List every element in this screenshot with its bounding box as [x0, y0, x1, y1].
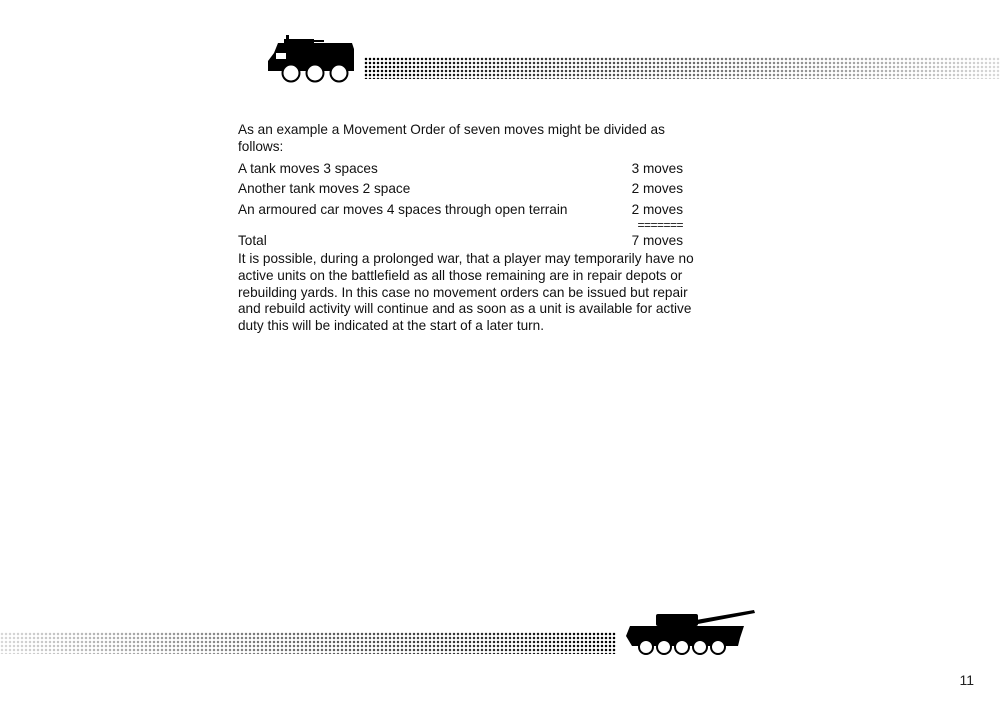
row-moves: 3 moves — [631, 160, 683, 176]
total-separator-row — [238, 220, 683, 231]
halftone-band-bottom — [0, 632, 616, 654]
total-row — [238, 231, 683, 251]
table-row — [238, 179, 683, 200]
row-unit: An armoured car moves 4 spaces through open terrain — [238, 201, 568, 217]
row-moves: 2 moves — [631, 181, 683, 197]
total-value: 7 moves — [631, 233, 683, 249]
row-unit: Another tank moves 2 space — [238, 181, 411, 197]
page-content — [238, 122, 708, 335]
movement-order-table — [238, 159, 708, 252]
body-paragraph: It is possible, during a prolonged war, that a player may temporarily have no active units on the battlefield as all those remaining are in repair depots or rebuilding yards. In this case no movement orders can be issued but repair and rebuild activity will continue and as soon as a unit is available for active duty this will be indicated at the start of a later turn. — [238, 251, 694, 334]
table-row — [238, 200, 683, 221]
armoured-car-icon — [264, 33, 356, 83]
total-separator: ======= — [637, 218, 683, 233]
page-number: 11 — [959, 672, 974, 688]
tank-icon — [622, 608, 756, 658]
row-moves: 2 moves — [631, 201, 683, 217]
total-label: Total — [238, 233, 267, 249]
intro-paragraph: As an example a Movement Order of seven moves might be divided as follows: — [238, 122, 665, 154]
halftone-band-top — [364, 57, 1000, 79]
table-row — [238, 159, 683, 180]
row-unit: A tank moves 3 spaces — [238, 160, 378, 176]
